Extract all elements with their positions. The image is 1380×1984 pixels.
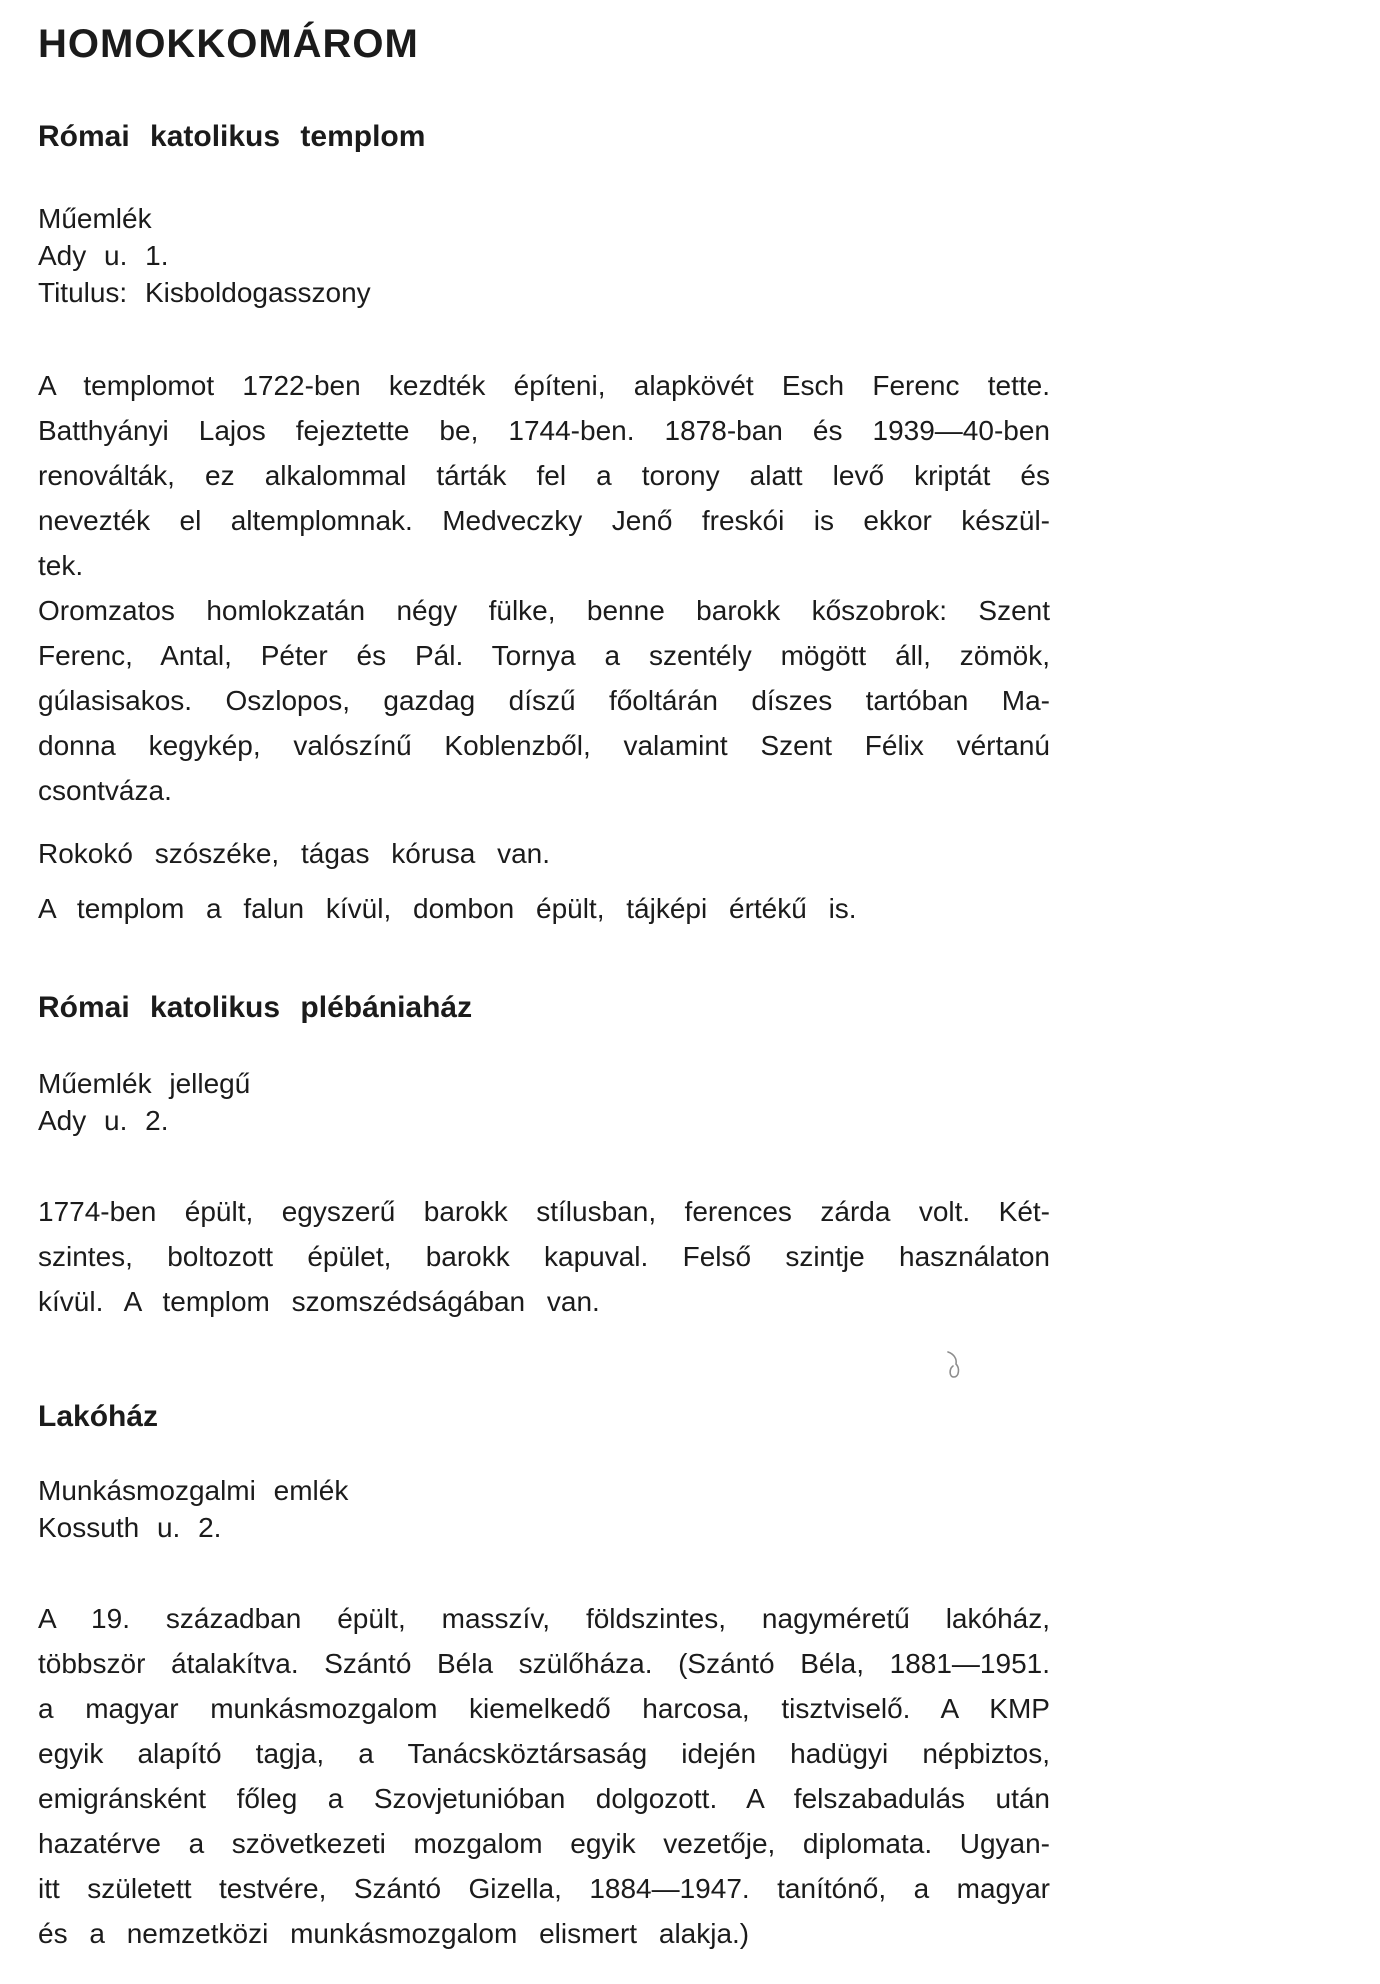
monument-status-line: Műemlék xyxy=(38,202,152,234)
paragraph-line: renoválták, ez alkalommal tárták fel a torony alatt levő kriptát és xyxy=(38,459,1050,491)
paragraph-line: donna kegykép, valószínű Koblenzből, valamint Szent Félix vértanú xyxy=(38,729,1050,761)
paragraph-line: A 19. században épült, masszív, földszintes, nagyméretű lakóház, xyxy=(38,1602,1050,1634)
paragraph-line: Ferenc, Antal, Péter és Pál. Tornya a szentély mögött áll, zömök, xyxy=(38,639,1050,671)
paragraph-line: Batthyányi Lajos fejeztette be, 1744-ben. 1878-ban és 1939—40-ben xyxy=(38,414,1050,446)
section-heading-templom: Római katolikus templom xyxy=(38,120,426,153)
monument-meta-block xyxy=(38,1472,1050,1546)
paragraph-line: emigránsként főleg a Szovjetunióban dolgozott. A felszabadulás után xyxy=(38,1782,1050,1814)
paragraph-line: A templomot 1722-ben kezdték építeni, alapkövét Esch Ferenc tette. xyxy=(38,369,1050,401)
page-title: HOMOKKOMÁROM xyxy=(38,22,419,66)
paragraph xyxy=(38,363,1050,588)
address-line: Ady u. 1. xyxy=(38,239,169,271)
paragraph-line: csontváza. xyxy=(38,774,172,806)
paragraph xyxy=(38,1189,1050,1324)
section-heading-plebaniahaz: Római katolikus plébániaház xyxy=(38,990,473,1024)
section-heading-lakohaz: Lakóház xyxy=(38,1400,159,1433)
address-line: Ady u. 2. xyxy=(38,1105,169,1136)
paragraph-line: Rokokó szószéke, tágas kórusa van. xyxy=(38,837,551,869)
monument-meta-block xyxy=(38,200,1050,311)
paragraph-line: többször átalakítva. Szántó Béla szülőháza. (Szántó Béla, 1881—1951. xyxy=(38,1647,1050,1679)
paragraph-line: szintes, boltozott épület, barokk kapuval. Felső szintje használaton xyxy=(38,1241,1050,1272)
paragraph-line: tek. xyxy=(38,549,84,581)
paragraph-line: nevezték el altemplomnak. Medveczky Jenő freskói is ekkor készül- xyxy=(38,504,1050,536)
paragraph xyxy=(38,831,1050,876)
monument-meta-block xyxy=(38,1065,1050,1139)
paragraph-line: itt született testvére, Szántó Gizella, 1884—1947. tanítónő, a magyar xyxy=(38,1872,1050,1904)
paragraph-line: gúlasisakos. Oszlopos, gazdag díszű főoltárán díszes tartóban Ma- xyxy=(38,684,1050,716)
paragraph-line: A templom a falun kívül, dombon épült, tájképi értékű is. xyxy=(38,892,857,924)
address-line: Kossuth u. 2. xyxy=(38,1511,222,1543)
paragraph xyxy=(38,886,1050,931)
paragraph-line: hazatérve a szövetkezeti mozgalom egyik vezetője, diplomata. Ugyan- xyxy=(38,1827,1050,1859)
text-column xyxy=(38,0,1050,1956)
paragraph-line: Oromzatos homlokzatán négy fülke, benne barokk kőszobrok: Szent xyxy=(38,594,1050,626)
paragraph xyxy=(38,588,1050,813)
paragraph-line: egyik alapító tagja, a Tanácsköztársaság idején hadügyi népbiztos, xyxy=(38,1737,1050,1769)
titulus-line: Titulus: Kisboldogasszony xyxy=(38,276,371,308)
paragraph-line: 1774-ben épült, egyszerű barokk stílusban, ferences zárda volt. Két- xyxy=(38,1196,1050,1227)
stray-ink-mark xyxy=(945,1350,963,1386)
paragraph-line: kívül. A templom szomszédságában van. xyxy=(38,1286,600,1317)
monument-status-line: Műemlék jellegű xyxy=(38,1068,251,1099)
paragraph xyxy=(38,1596,1050,1956)
monument-status-line: Munkásmozgalmi emlék xyxy=(38,1474,349,1506)
paragraph-line: a magyar munkásmozgalom kiemelkedő harcosa, tisztviselő. A KMP xyxy=(38,1692,1050,1724)
paragraph-line: és a nemzetközi munkásmozgalom elismert alakja.) xyxy=(38,1917,750,1949)
